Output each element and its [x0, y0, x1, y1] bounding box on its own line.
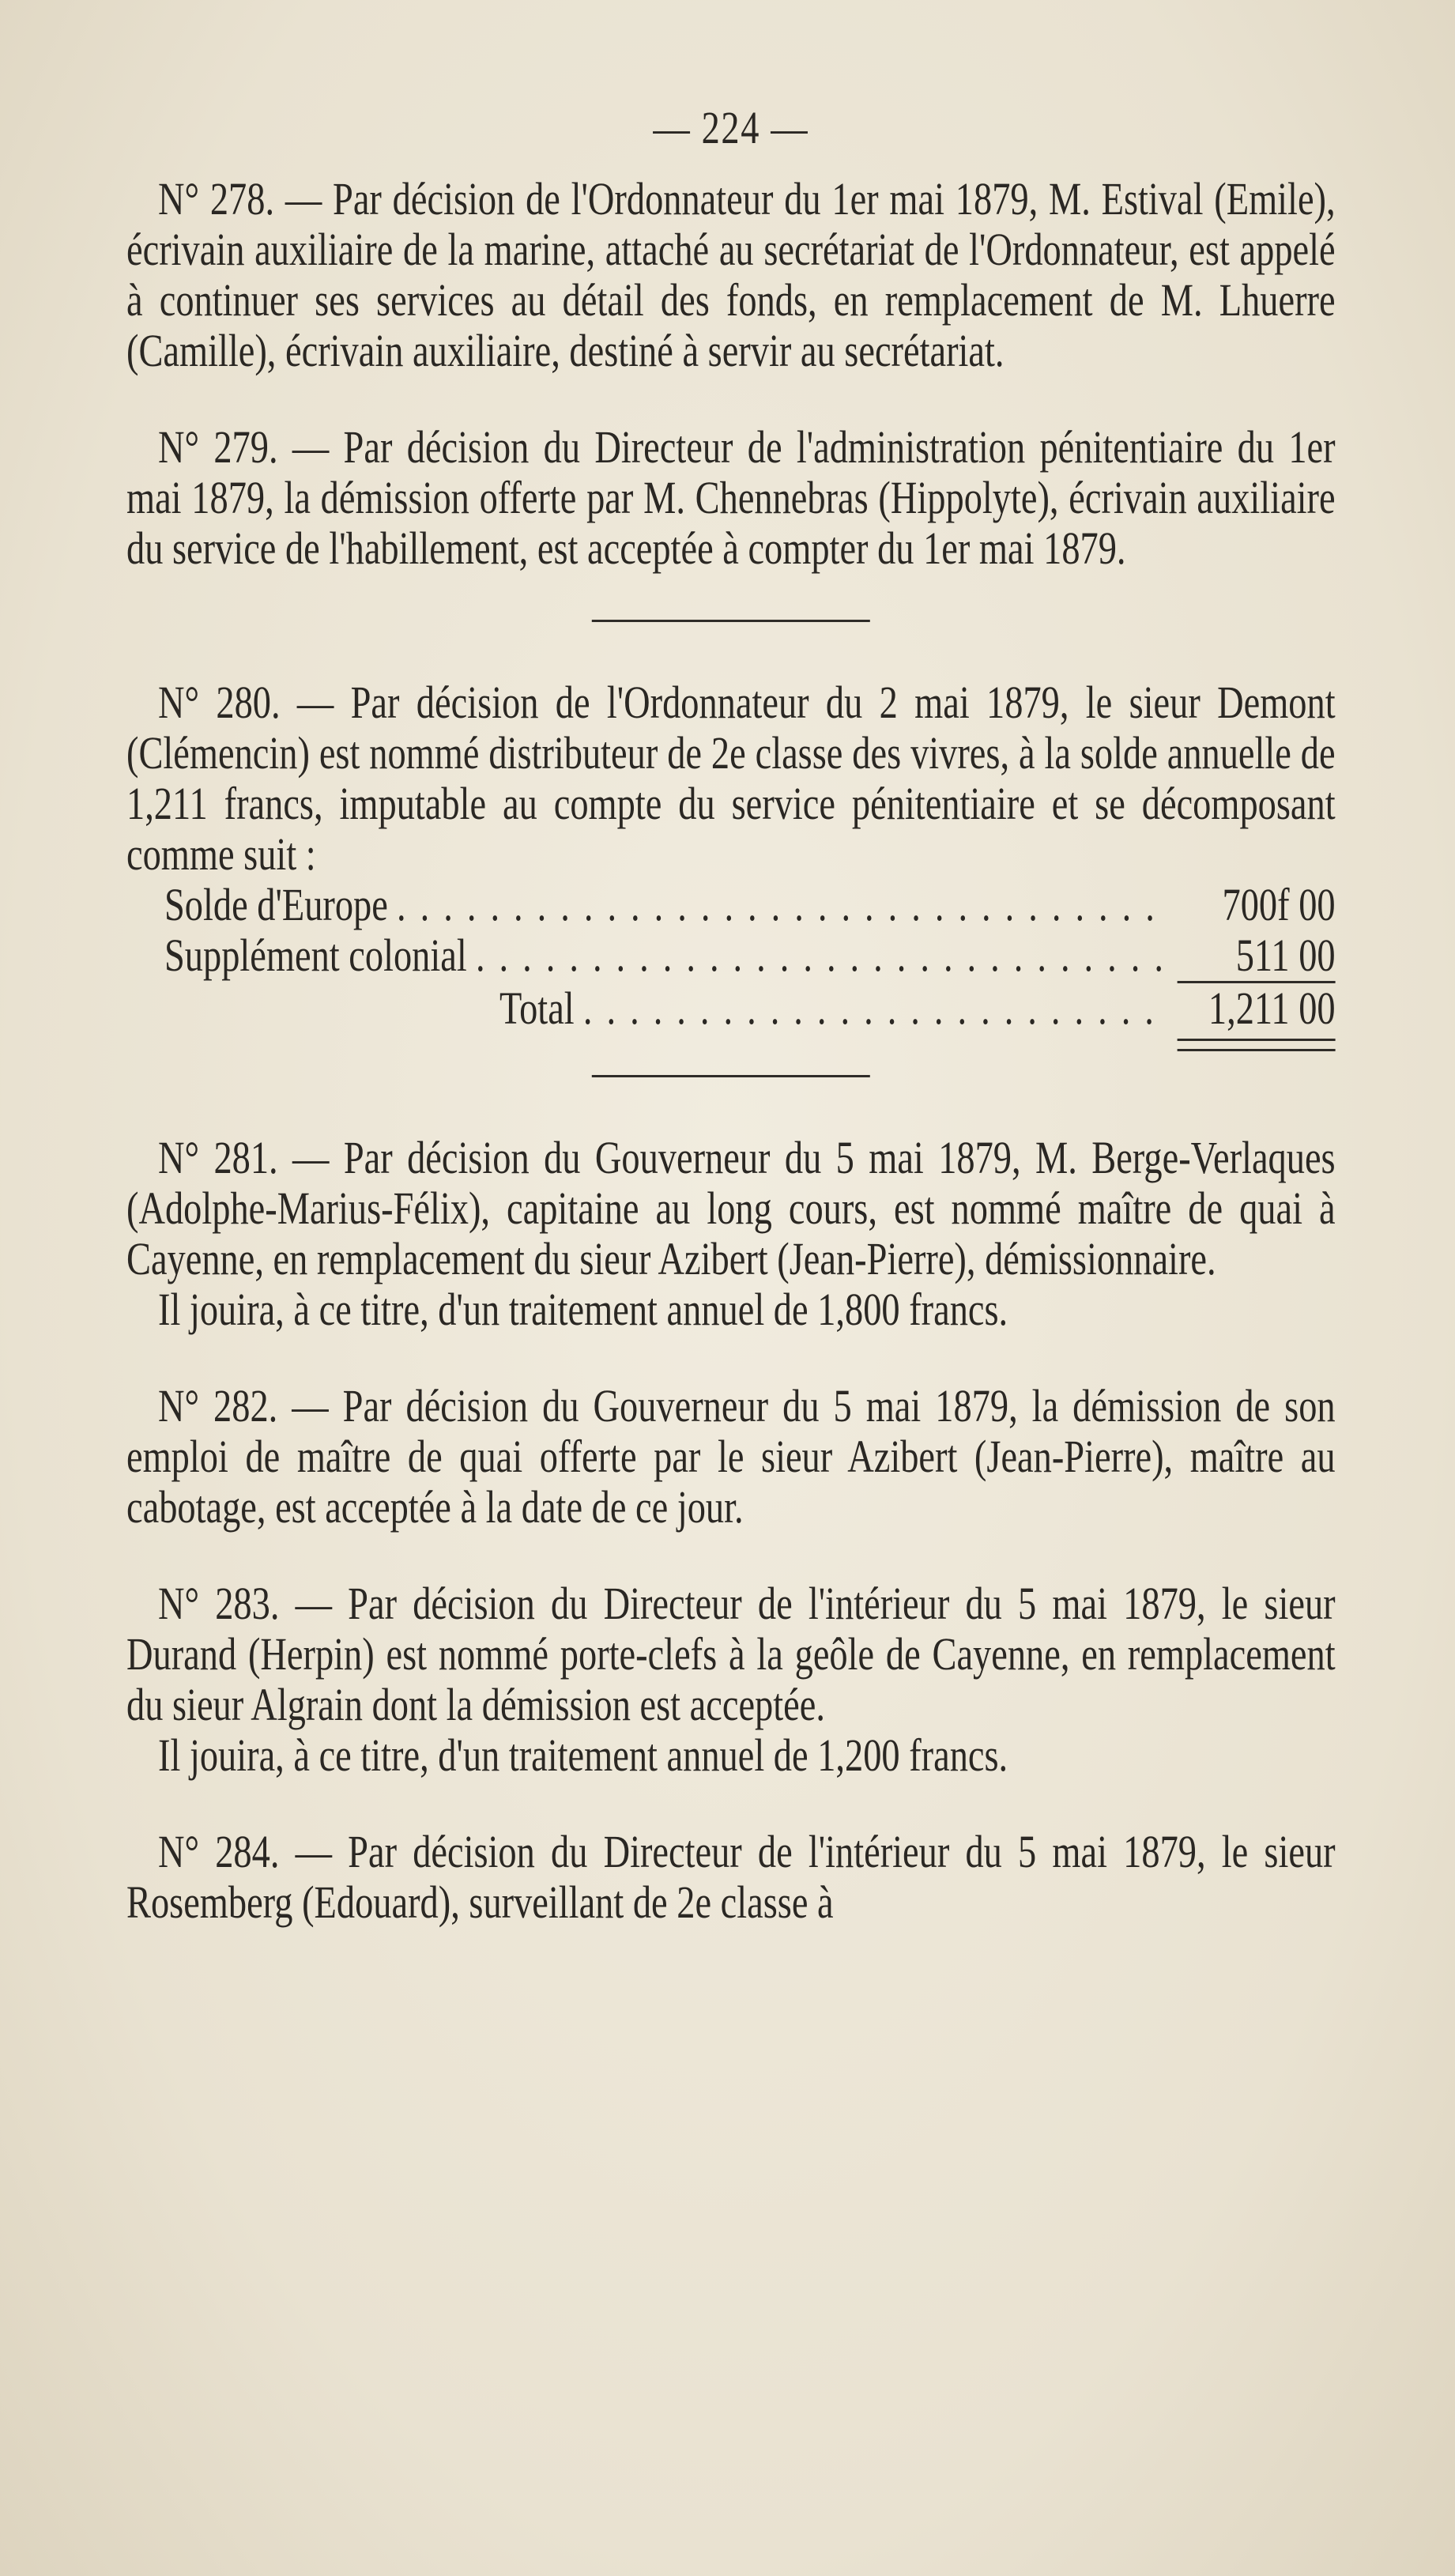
leader-dots — [397, 880, 1168, 930]
paragraph-279-text: N° 279. — Par décision du Directeur de l'administration pénitentiaire du 1er mai 1879, la démission offerte par M. Chennebras (Hippolyte), écrivain auxiliaire du service de l'habillement, est acceptée à compter du 1er mai 1879. — [126, 421, 1336, 574]
paragraph-280-text: N° 280. — Par décision de l'Ordonnateur du 2 mai 1879, le sieur Demont (Clémencin) est nommé distributeur de 2e classe des vivres, à la solde annuelle de 1,211 francs, imputable au compte du service pénitentiaire et se décomposant comme suit : — [126, 677, 1336, 880]
table-row-total — [126, 983, 1336, 1034]
paragraph-284-text: N° 284. — Par décision du Directeur de l'intérieur du 5 mai 1879, le sieur Rosemberg (Edouard), surveillant de 2e classe à — [126, 1826, 1336, 1928]
paragraph-283b-text: Il jouira, à ce titre, d'un traitement annuel de 1,200 francs. — [158, 1729, 1008, 1781]
page-number: — 224 — — [653, 102, 809, 153]
paragraph-279 — [126, 422, 1336, 574]
row-label-solde: Solde d'Europe — [164, 879, 388, 930]
paragraph-282 — [126, 1381, 1336, 1533]
paragraph-283-text: N° 283. — Par décision du Directeur de l'intérieur du 5 mai 1879, le sieur Durand (Herpin) est nommé porte-clefs à la geôle de Cayenne, en remplacement du sieur Algrain dont la démission est acceptée. — [126, 1578, 1336, 1730]
text-inner — [126, 103, 1336, 1928]
separator-rule — [592, 1075, 870, 1077]
paragraph-281 — [126, 1133, 1336, 1284]
table-row-supplement — [126, 930, 1336, 983]
paragraph-278 — [126, 174, 1336, 376]
paragraph-282-text: N° 282. — Par décision du Gouverneur du 5 mai 1879, la démission de son emploi de maître de quai offerte par le sieur Azibert (Jean-Pierre), maître au cabotage, est acceptée à la date de ce jour. — [126, 1380, 1336, 1533]
row-amount-supplement: 511 00 — [1178, 930, 1336, 983]
row-label-total: Total — [499, 983, 575, 1034]
text-column — [126, 102, 1336, 1974]
separator-rule — [592, 620, 870, 622]
row-amount-solde: 700f 00 — [1222, 879, 1336, 930]
paragraph-280 — [126, 677, 1336, 880]
table-row-solde — [126, 880, 1336, 930]
paragraph-281b — [126, 1284, 1336, 1335]
paragraph-281-text: N° 281. — Par décision du Gouverneur du 5 mai 1879, M. Berge-Verlaques (Adolphe-Marius-Félix), capitaine au long cours, est nommé maître de quai à Cayenne, en remplacement du sieur Azibert (Jean-Pierre), démissionnaire. — [126, 1132, 1336, 1284]
paragraph-283 — [126, 1578, 1336, 1730]
paragraph-284 — [126, 1827, 1336, 1928]
paragraph-278-text: N° 278. — Par décision de l'Ordonnateur du 1er mai 1879, M. Estival (Emile), écrivain auxiliaire de la marine, attaché au secrétariat de l'Ordonnateur, est appelé à continuer ses services au détail des fonds, en remplacement de M. Lhuerre (Camille), écrivain auxiliaire, destiné à servir au secrétariat. — [126, 173, 1336, 376]
row-amount-total: 1,211 00 — [1208, 983, 1336, 1034]
paragraph-281b-text: Il jouira, à ce titre, d'un traitement annuel de 1,800 francs. — [158, 1284, 1008, 1335]
leader-dots — [583, 983, 1169, 1034]
total-double-rule — [1178, 1039, 1336, 1051]
paragraph-283b — [126, 1730, 1336, 1781]
row-label-supplement: Supplément colonial — [164, 930, 467, 981]
leader-dots — [476, 930, 1168, 981]
